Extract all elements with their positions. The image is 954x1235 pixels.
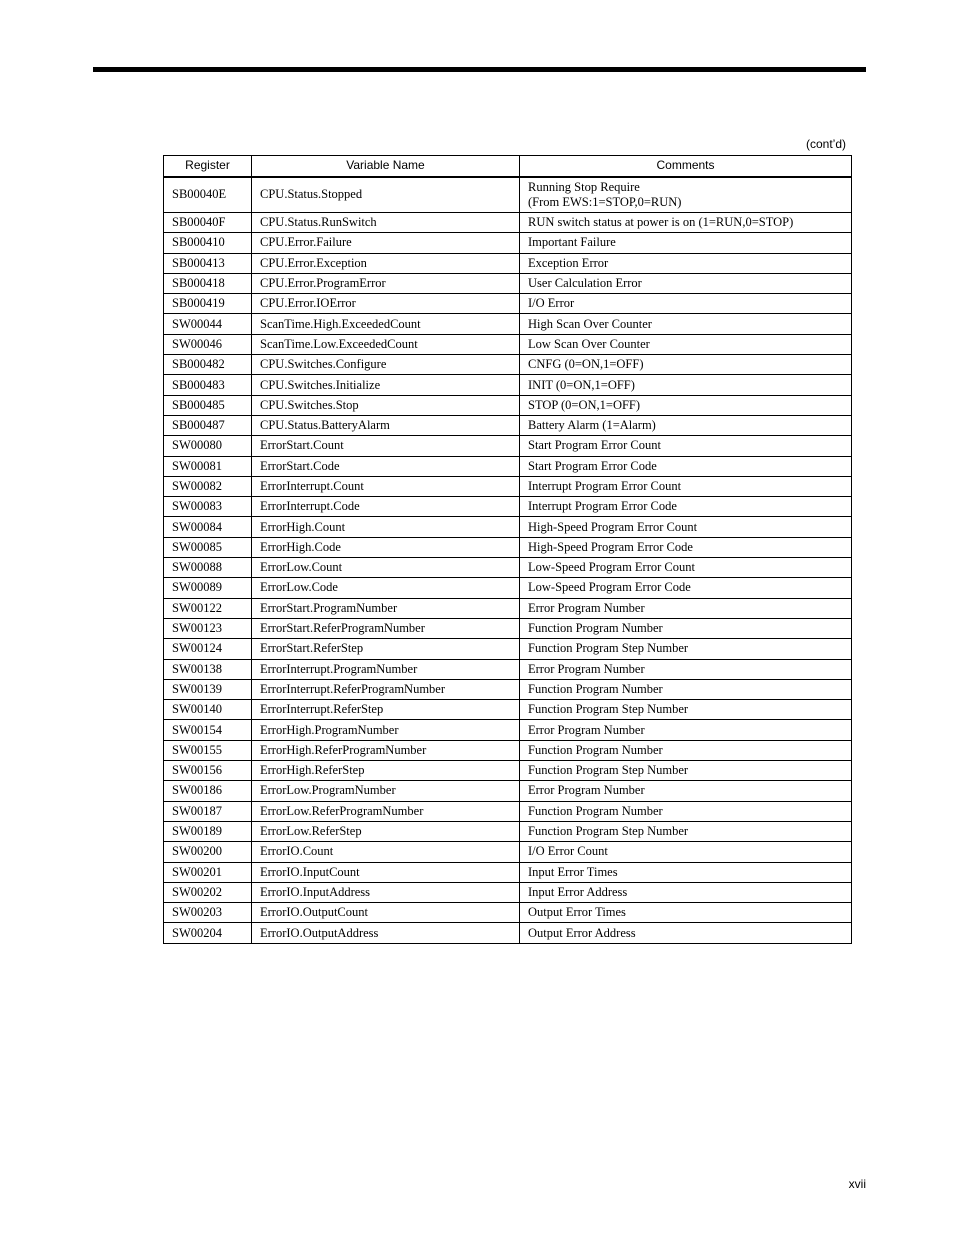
table-row: [164, 700, 852, 720]
comment-cell: User Calculation Error: [520, 273, 852, 293]
table-row: [164, 395, 852, 415]
register-cell: SW00189: [164, 821, 252, 841]
variable-name-cell: ErrorIO.OutputCount: [252, 903, 520, 923]
comment-cell: High-Speed Program Error Code: [520, 537, 852, 557]
table-row: [164, 355, 852, 375]
variable-name-cell: ErrorIO.InputAddress: [252, 882, 520, 902]
register-cell: SB000485: [164, 395, 252, 415]
register-cell: SW00200: [164, 842, 252, 862]
table-row: [164, 761, 852, 781]
table-row: [164, 923, 852, 943]
table-row: [164, 801, 852, 821]
table-row: [164, 578, 852, 598]
comment-cell: Function Program Number: [520, 801, 852, 821]
continued-label: (cont’d): [805, 137, 846, 151]
table-body: [164, 177, 852, 944]
variable-name-cell: ErrorInterrupt.ReferProgramNumber: [252, 679, 520, 699]
variable-name-cell: CPU.Error.ProgramError: [252, 273, 520, 293]
table-row: [164, 456, 852, 476]
comment-cell: STOP (0=ON,1=OFF): [520, 395, 852, 415]
variable-name-cell: CPU.Status.Stopped: [252, 177, 520, 213]
header-register: Register: [164, 156, 252, 177]
variable-name-cell: CPU.Switches.Stop: [252, 395, 520, 415]
comment-cell: Function Program Step Number: [520, 639, 852, 659]
table-row: [164, 679, 852, 699]
comment-cell: High Scan Over Counter: [520, 314, 852, 334]
table-row: [164, 862, 852, 882]
register-cell: SW00124: [164, 639, 252, 659]
comment-cell: Running Stop Require (From EWS:1=STOP,0=RUN): [520, 177, 852, 213]
register-cell: SB00040E: [164, 177, 252, 213]
variable-name-cell: ErrorStart.ProgramNumber: [252, 598, 520, 618]
register-cell: SW00203: [164, 903, 252, 923]
comment-cell: INIT (0=ON,1=OFF): [520, 375, 852, 395]
table-row: [164, 314, 852, 334]
comment-cell: Interrupt Program Error Code: [520, 497, 852, 517]
comment-cell: Function Program Number: [520, 740, 852, 760]
comment-cell: Function Program Step Number: [520, 821, 852, 841]
table-row: [164, 842, 852, 862]
comment-cell: Error Program Number: [520, 598, 852, 618]
register-cell: SW00123: [164, 618, 252, 638]
variable-name-cell: CPU.Error.Failure: [252, 233, 520, 253]
variable-name-cell: ScanTime.Low.ExceededCount: [252, 334, 520, 354]
table-row: [164, 639, 852, 659]
table-row: [164, 334, 852, 354]
variable-name-cell: ErrorLow.ProgramNumber: [252, 781, 520, 801]
comment-cell: Low-Speed Program Error Code: [520, 578, 852, 598]
table-row: [164, 821, 852, 841]
comment-cell: Important Failure: [520, 233, 852, 253]
register-cell: SW00046: [164, 334, 252, 354]
register-cell: SW00080: [164, 436, 252, 456]
comment-cell: Error Program Number: [520, 659, 852, 679]
register-cell: SW00139: [164, 679, 252, 699]
register-cell: SB000418: [164, 273, 252, 293]
comment-cell: I/O Error Count: [520, 842, 852, 862]
register-table: [163, 155, 852, 944]
register-cell: SW00204: [164, 923, 252, 943]
table-row: [164, 598, 852, 618]
variable-name-cell: ErrorHigh.Count: [252, 517, 520, 537]
register-cell: SW00085: [164, 537, 252, 557]
top-rule: [93, 67, 866, 72]
register-cell: SW00156: [164, 761, 252, 781]
register-cell: SW00202: [164, 882, 252, 902]
table-row: [164, 476, 852, 496]
variable-name-cell: ErrorLow.Count: [252, 558, 520, 578]
comment-cell: Low-Speed Program Error Count: [520, 558, 852, 578]
variable-name-cell: ErrorInterrupt.ProgramNumber: [252, 659, 520, 679]
comment-cell: Start Program Error Code: [520, 456, 852, 476]
comment-cell: Function Program Step Number: [520, 700, 852, 720]
variable-name-cell: ErrorHigh.ProgramNumber: [252, 720, 520, 740]
table-row: [164, 517, 852, 537]
comment-cell: Low Scan Over Counter: [520, 334, 852, 354]
register-cell: SW00155: [164, 740, 252, 760]
comment-cell: Interrupt Program Error Count: [520, 476, 852, 496]
register-cell: SB000419: [164, 294, 252, 314]
comment-cell: Error Program Number: [520, 720, 852, 740]
register-cell: SW00186: [164, 781, 252, 801]
variable-name-cell: CPU.Error.IOError: [252, 294, 520, 314]
table-row: [164, 882, 852, 902]
variable-name-cell: ErrorStart.Code: [252, 456, 520, 476]
table-row: [164, 537, 852, 557]
register-cell: SB000487: [164, 415, 252, 435]
variable-name-cell: CPU.Switches.Configure: [252, 355, 520, 375]
table-row: [164, 903, 852, 923]
table-row: [164, 436, 852, 456]
variable-name-cell: ErrorStart.Count: [252, 436, 520, 456]
comment-cell: RUN switch status at power is on (1=RUN,0=STOP): [520, 213, 852, 233]
table-row: [164, 415, 852, 435]
variable-name-cell: ErrorStart.ReferProgramNumber: [252, 618, 520, 638]
variable-name-cell: ErrorLow.ReferStep: [252, 821, 520, 841]
table-row: [164, 375, 852, 395]
variable-name-cell: ErrorInterrupt.Code: [252, 497, 520, 517]
table-row: [164, 273, 852, 293]
comment-cell: CNFG (0=ON,1=OFF): [520, 355, 852, 375]
register-cell: SB00040F: [164, 213, 252, 233]
comment-cell: Input Error Times: [520, 862, 852, 882]
register-cell: SW00187: [164, 801, 252, 821]
variable-name-cell: ErrorHigh.Code: [252, 537, 520, 557]
register-cell: SW00084: [164, 517, 252, 537]
table-row: [164, 497, 852, 517]
variable-name-cell: ErrorIO.InputCount: [252, 862, 520, 882]
table-row: [164, 618, 852, 638]
variable-name-cell: ErrorStart.ReferStep: [252, 639, 520, 659]
variable-name-cell: CPU.Switches.Initialize: [252, 375, 520, 395]
table-row: [164, 659, 852, 679]
comment-cell: Start Program Error Count: [520, 436, 852, 456]
variable-name-cell: ErrorLow.ReferProgramNumber: [252, 801, 520, 821]
variable-name-cell: ErrorIO.OutputAddress: [252, 923, 520, 943]
register-cell: SW00138: [164, 659, 252, 679]
variable-name-cell: CPU.Status.RunSwitch: [252, 213, 520, 233]
register-cell: SB000413: [164, 253, 252, 273]
comment-cell: Battery Alarm (1=Alarm): [520, 415, 852, 435]
register-cell: SB000410: [164, 233, 252, 253]
variable-name-cell: CPU.Error.Exception: [252, 253, 520, 273]
register-cell: SW00140: [164, 700, 252, 720]
variable-name-cell: ErrorInterrupt.ReferStep: [252, 700, 520, 720]
table-row: [164, 233, 852, 253]
register-cell: SW00083: [164, 497, 252, 517]
table-row: [164, 177, 852, 213]
variable-name-cell: ErrorIO.Count: [252, 842, 520, 862]
variable-name-cell: CPU.Status.BatteryAlarm: [252, 415, 520, 435]
variable-name-cell: ErrorHigh.ReferProgramNumber: [252, 740, 520, 760]
comment-cell: Function Program Number: [520, 679, 852, 699]
register-cell: SW00089: [164, 578, 252, 598]
register-cell: SW00201: [164, 862, 252, 882]
header-variable-name: Variable Name: [252, 156, 520, 177]
register-cell: SW00088: [164, 558, 252, 578]
register-cell: SW00154: [164, 720, 252, 740]
comment-cell: I/O Error: [520, 294, 852, 314]
header-comments: Comments: [520, 156, 852, 177]
variable-name-cell: ErrorInterrupt.Count: [252, 476, 520, 496]
comment-cell: Exception Error: [520, 253, 852, 273]
table-row: [164, 781, 852, 801]
comment-cell: Function Program Step Number: [520, 761, 852, 781]
register-cell: SW00044: [164, 314, 252, 334]
comment-cell: Output Error Address: [520, 923, 852, 943]
table-header: [164, 156, 852, 177]
table-row: [164, 213, 852, 233]
comment-cell: Input Error Address: [520, 882, 852, 902]
register-cell: SW00122: [164, 598, 252, 618]
register-cell: SW00081: [164, 456, 252, 476]
table-row: [164, 253, 852, 273]
comment-cell: Output Error Times: [520, 903, 852, 923]
header-row: [164, 156, 852, 177]
variable-name-cell: ErrorLow.Code: [252, 578, 520, 598]
register-cell: SB000483: [164, 375, 252, 395]
register-cell: SB000482: [164, 355, 252, 375]
page-number: xvii: [848, 1177, 866, 1191]
table-row: [164, 740, 852, 760]
variable-name-cell: ScanTime.High.ExceededCount: [252, 314, 520, 334]
comment-cell: High-Speed Program Error Count: [520, 517, 852, 537]
variable-name-cell: ErrorHigh.ReferStep: [252, 761, 520, 781]
comment-cell: Function Program Number: [520, 618, 852, 638]
register-cell: SW00082: [164, 476, 252, 496]
comment-cell: Error Program Number: [520, 781, 852, 801]
table-row: [164, 720, 852, 740]
table-row: [164, 558, 852, 578]
table-row: [164, 294, 852, 314]
